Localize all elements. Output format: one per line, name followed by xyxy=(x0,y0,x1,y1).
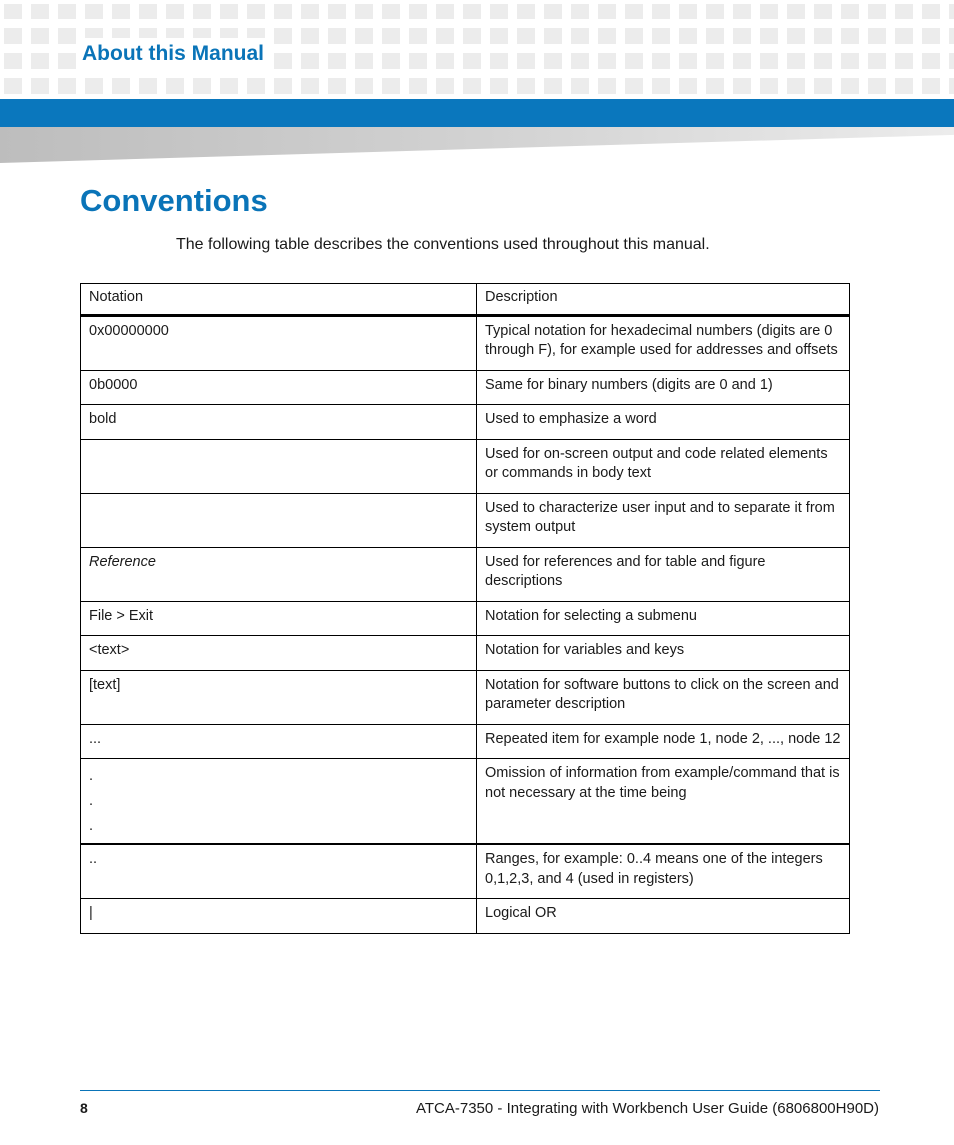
column-header-notation: Notation xyxy=(81,284,477,316)
document-title: ATCA-7350 - Integrating with Workbench User Guide (6806800H90D) xyxy=(415,1100,879,1117)
description-cell: Notation for software buttons to click on the screen and parameter description xyxy=(477,670,850,724)
description-cell: Typical notation for hexadecimal numbers (digits are 0 through F), for example used for addresses and offsets xyxy=(477,315,850,370)
table-header-row xyxy=(81,284,850,316)
table-row xyxy=(81,547,850,601)
notation-cell: File > Exit xyxy=(81,601,477,636)
description-cell: Notation for variables and keys xyxy=(477,636,850,671)
notation-cell: [text] xyxy=(81,670,477,724)
page-number: 8 xyxy=(80,1100,88,1116)
conventions-table xyxy=(80,283,850,934)
table-row xyxy=(81,601,850,636)
notation-cell: .. xyxy=(81,844,477,899)
notation-cell: Reference xyxy=(81,547,477,601)
header-band xyxy=(0,99,954,127)
intro-text: The following table describes the conventions used throughout this manual. xyxy=(176,236,710,253)
footer-divider xyxy=(80,1090,880,1091)
description-cell: Used for references and for table and figure descriptions xyxy=(477,547,850,601)
table-row xyxy=(81,724,850,759)
page-title: Conventions xyxy=(80,183,268,218)
notation-cell-vertical-dots: . . . xyxy=(81,759,477,845)
notation-cell: <text> xyxy=(81,636,477,671)
description-cell: Used for on-screen output and code related elements or commands in body text xyxy=(477,439,850,493)
table-row xyxy=(81,370,850,405)
notation-cell: 0b0000 xyxy=(81,370,477,405)
notation-cell xyxy=(81,493,477,547)
description-cell: Used to emphasize a word xyxy=(477,405,850,440)
description-cell: Notation for selecting a submenu xyxy=(477,601,850,636)
table-row xyxy=(81,315,850,370)
notation-cell xyxy=(81,439,477,493)
description-cell: Repeated item for example node 1, node 2, ..., node 12 xyxy=(477,724,850,759)
description-cell: Ranges, for example: 0..4 means one of the integers 0,1,2,3, and 4 (used in registers) xyxy=(477,844,850,899)
notation-cell: | xyxy=(81,899,477,934)
table-row xyxy=(81,493,850,547)
section-title: About this Manual xyxy=(78,38,268,70)
description-cell: Same for binary numbers (digits are 0 and 1) xyxy=(477,370,850,405)
description-cell: Logical OR xyxy=(477,899,850,934)
table-row xyxy=(81,670,850,724)
table-row xyxy=(81,899,850,934)
notation-cell: bold xyxy=(81,405,477,440)
notation-cell: 0x00000000 xyxy=(81,315,477,370)
description-cell: Used to characterize user input and to separate it from system output xyxy=(477,493,850,547)
description-cell: Omission of information from example/command that is not necessary at the time being xyxy=(477,759,850,845)
header-wedge xyxy=(0,127,954,163)
table-row xyxy=(81,439,850,493)
notation-cell: ... xyxy=(81,724,477,759)
table-row xyxy=(81,405,850,440)
table-row xyxy=(81,636,850,671)
table-row xyxy=(81,759,850,845)
column-header-description: Description xyxy=(477,284,850,316)
table-row xyxy=(81,844,850,899)
